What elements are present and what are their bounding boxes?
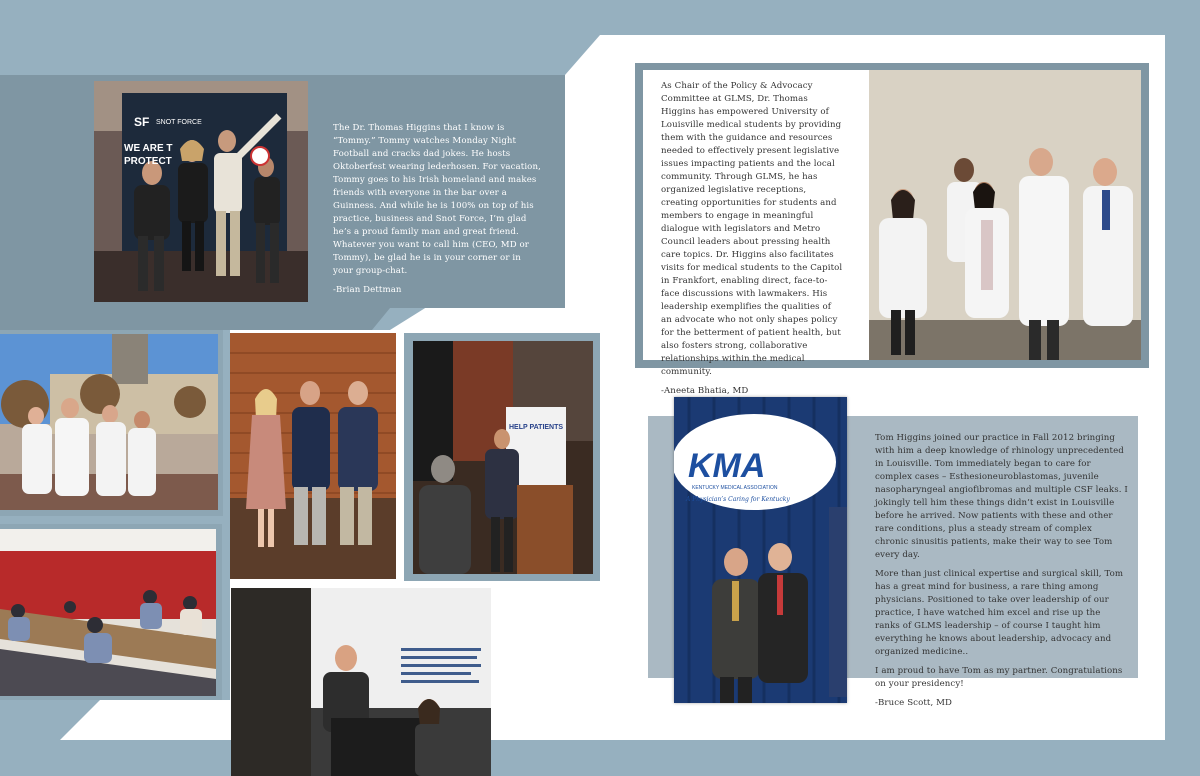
kma-logo: KMA bbox=[688, 447, 766, 485]
right-quote-paragraph-1: Tom Higgins joined our practice in Fall 2012 bringing with him a deep knowledge of rhinology unprecedented in Louisville. Tom immediately began to care for complex cases – Esthesioneuroblastomas, juvenile nasopharyngeal angiofibromas and multiple CSF leaks. I jokingly tell him these things didn’t exist in Louisville before he arrived. Now patients with these and other rare conditions, plus a steady stream of complex chronic sinusitis patients, make their way to see Tom every day. bbox=[875, 433, 1128, 560]
left-quote-text: The Dr. Thomas Higgins that I know is “Tommy.” Tommy watches Monday Night Football and cracks dad jokes. He hosts Oktoberfest wearing lederhosen. For vacation, Tommy goes to his Irish homeland and makes friends with everyone in the bar over a Guinness. And while he is 100% on top of his practice, business and Snot Force, I’m glad he’s a proud family man and great friend. Whatever you want to call him (CEO, MD or Tommy), be glad he is in your corner or in your group-chat. bbox=[333, 123, 541, 276]
snot-force-group-photo bbox=[94, 81, 308, 302]
help-patients-banner: HELP PATIENTS bbox=[509, 424, 564, 431]
kma-photo bbox=[674, 397, 847, 703]
brick-wall-trio-photo bbox=[230, 333, 396, 579]
left-quote-signature: -Brian Dettman bbox=[333, 285, 402, 295]
classroom-photo bbox=[0, 529, 216, 696]
center-quote-signature: -Aneeta Bhatia, MD bbox=[661, 386, 749, 396]
banner-line-2: PROTECT bbox=[124, 156, 172, 167]
center-quote bbox=[661, 80, 843, 398]
reception-speaker-photo bbox=[413, 341, 593, 574]
podium-speaker-photo bbox=[231, 588, 491, 776]
right-quote-signature: -Bruce Scott, MD bbox=[875, 698, 953, 708]
kma-tagline: A Physician’s Caring for Kentucky bbox=[686, 496, 790, 503]
snot-force-logo: SF bbox=[134, 115, 150, 129]
campus-white-coats-photo bbox=[0, 334, 218, 510]
snot-force-name: SNOT FORCE bbox=[156, 119, 202, 126]
right-quote bbox=[875, 432, 1128, 710]
right-quote-paragraph-2: More than just clinical expertise and surgical skill, Tom has a great mind for business, a rare thing among physicians. Positioned to take over leadership of our practice, I have watched him excel and rise up the ranks of GLMS leadership – of course I taught him everything he knows about leadership, advocacy and organized medicine.. bbox=[875, 569, 1124, 657]
center-quote-text: As Chair of the Policy & Advocacy Committee at GLMS, Dr. Thomas Higgins has empowered University of Louisville medical students by providing them with the guidance and resources needed to effectively present legislative issues impacting patients and the local community. Through GLMS, he has organized legislative receptions, creating opportunities for students and members to engage in meaningful dialogue with legislators and Metro Council leaders about pressing health care topics. Dr. Higgins also facilitates visits for medical students to the Capitol in Frankfort, enabling direct, face-to-face discussions with lawmakers. His leadership exemplifies the qualities of an advocate who not only shapes policy for the betterment of patient health, but also fosters strong, collaborative relationships within the medical community. bbox=[661, 81, 843, 377]
right-quote-paragraph-3: I am proud to have Tom as my partner. Congratulations on your presidency! bbox=[875, 666, 1123, 689]
kma-name: KENTUCKY MEDICAL ASSOCIATION bbox=[692, 485, 778, 491]
banner-line-1: WE ARE T bbox=[124, 143, 173, 154]
white-coat-group-photo bbox=[869, 70, 1141, 360]
left-quote bbox=[333, 122, 543, 297]
